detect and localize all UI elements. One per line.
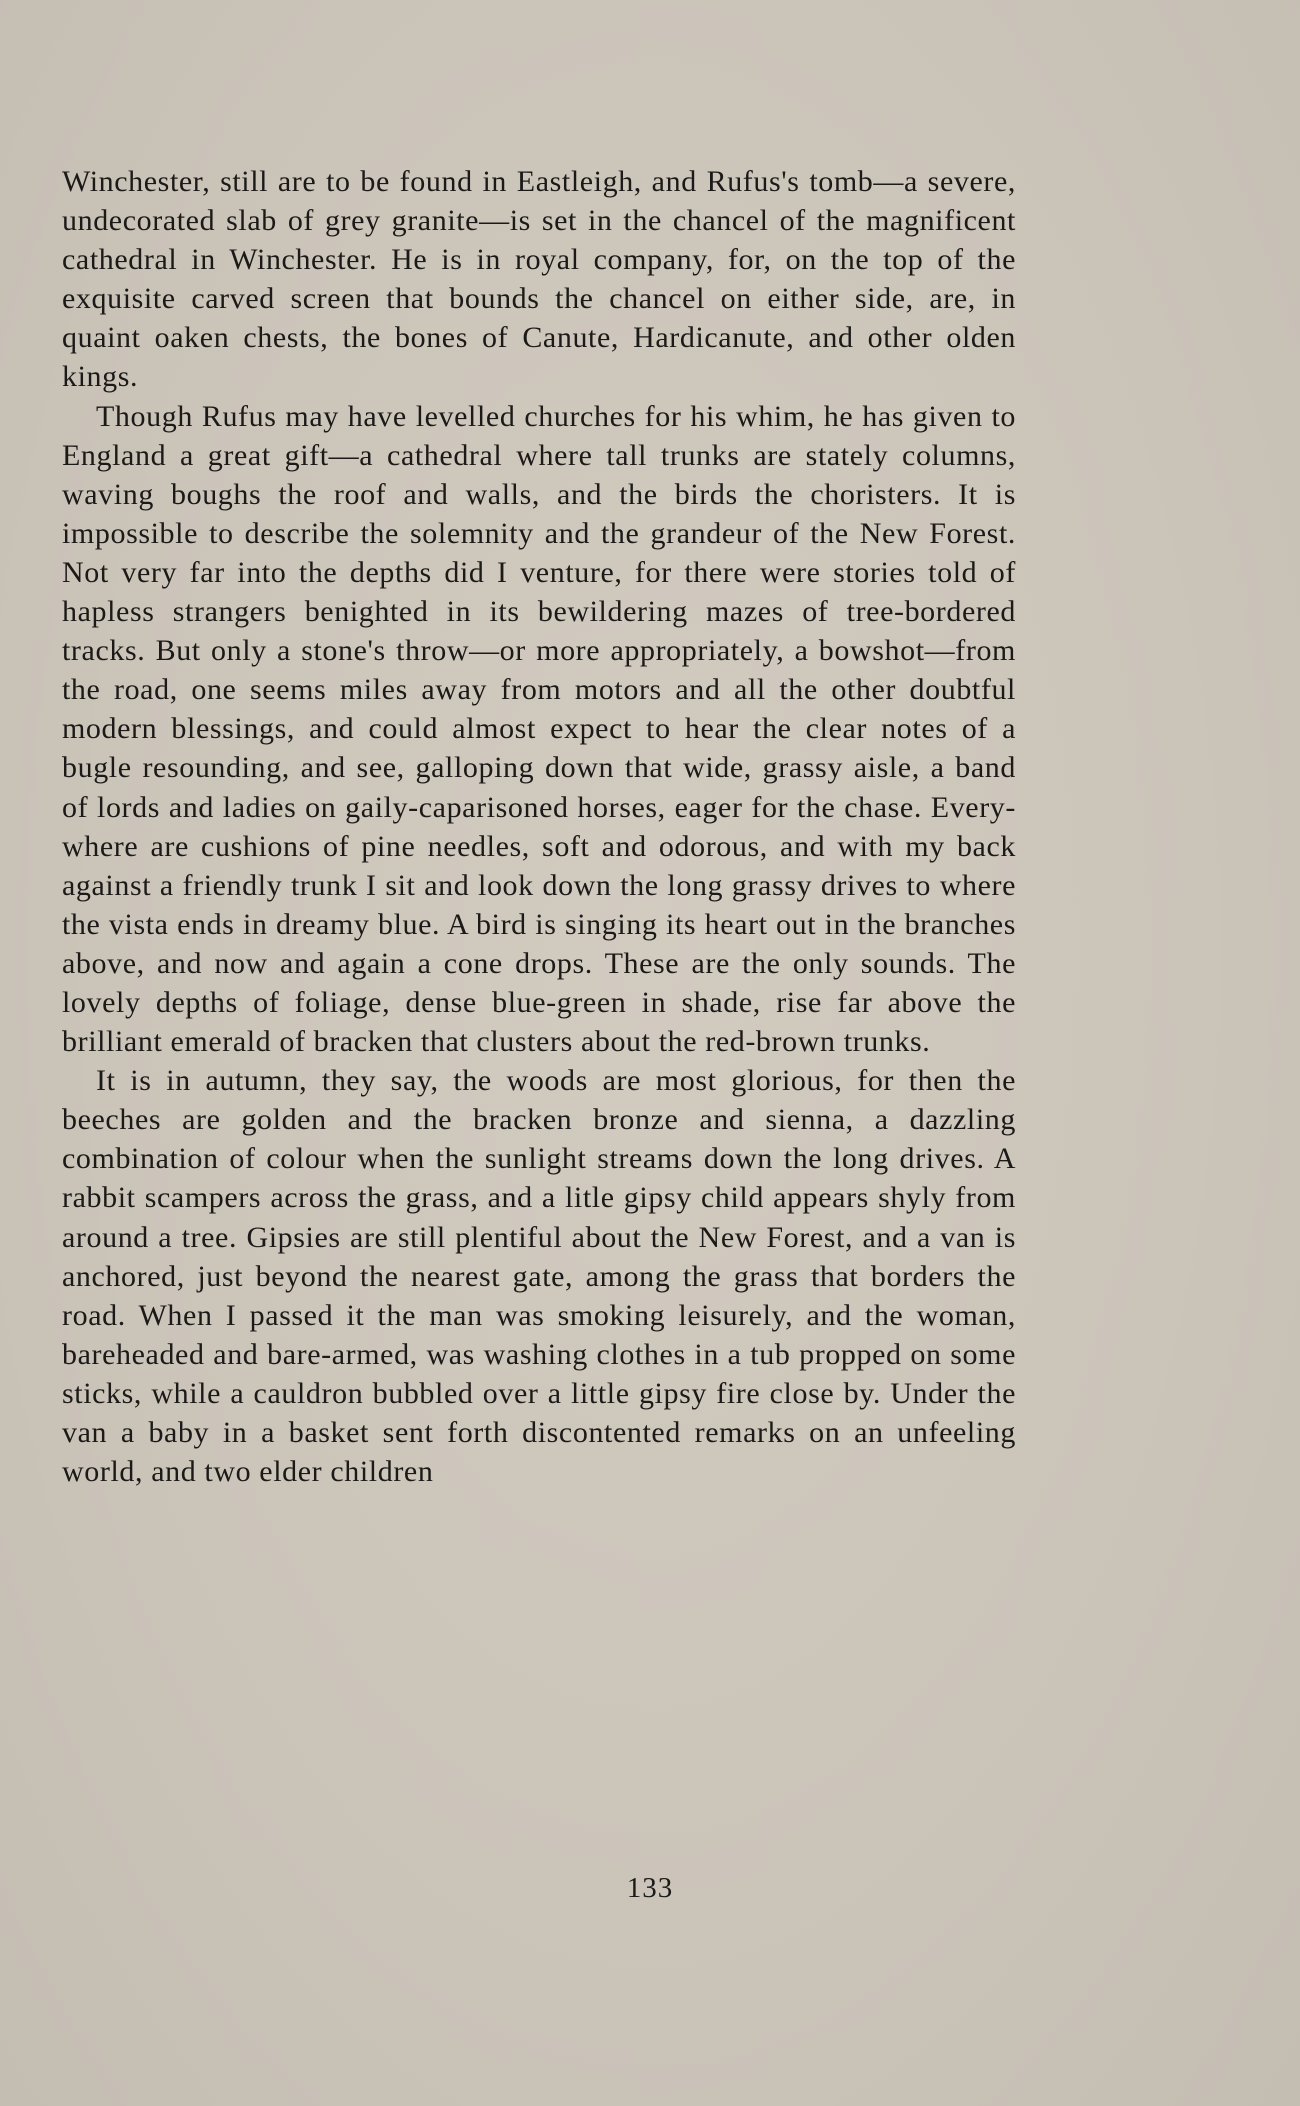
body-text <box>62 162 1016 1491</box>
paragraph-continuation: Winchester, still are to be found in Eastleigh, and Rufus's tomb—a severe, undecorated slab of grey granite—is set in the chancel of the magnificent cathedral in Winchester. He is in royal company, for, on the top of the exquisite carved screen that bounds the chancel on either side, are, in quaint oaken chests, the bones of Canute, Hardicanute, and other olden kings. <box>62 165 1016 394</box>
paragraph-autumn-gipsies: It is in autumn, they say, the woods are most glorious, for then the beeches are golden and the bracken bronze and sienna, a dazzling combination of colour when the sunlight streams down the long drives. A rabbit scampers across the grass, and a litle gipsy child appears shyly from around a tree. Gipsies are still plentiful about the New Forest, and a van is anchored, just beyond the nearest gate, among the grass that borders the road. When I passed it the man was smoking leisurely, and the woman, bareheaded and bare-armed, was washing clothes in a tub propped on some sticks, while a cauldron bubbled over a little gipsy fire close by. Under the van a baby in a basket sent forth discontented remarks on an unfeeling world, and two elder children <box>62 1064 1016 1489</box>
page-number: 133 <box>626 1872 674 1904</box>
paragraph-new-forest: Though Rufus may have levelled churches for his whim, he has given to England a great gift—a cathedral where tall trunks are stately columns, waving boughs the roof and walls, and the birds the choristers. It is impossible to describe the solemnity and the grandeur of the New Forest. Not very far into the depths did I venture, for there were stories told of hapless strangers benighted in its bewildering mazes of tree-bordered tracks. But only a stone's throw—or more appropriately, a bowshot—from the road, one seems miles away from motors and all the other doubtful modern blessings, and could almost expect to hear the clear notes of a bugle resounding, and see, galloping down that wide, grassy aisle, a band of lords and ladies on gaily-caparisoned horses, eager for the chase. Every-where are cushions of pine needles, soft and odorous, and with my back against a friendly trunk I sit and look down the long grassy drives to where the vista ends in dreamy blue. A bird is singing its heart out in the branches above, and now and again a cone drops. These are the only sounds. The lovely depths of foliage, dense blue-green in shade, rise far above the brilliant emerald of bracken that clusters about the red-brown trunks. <box>62 399 1016 1059</box>
